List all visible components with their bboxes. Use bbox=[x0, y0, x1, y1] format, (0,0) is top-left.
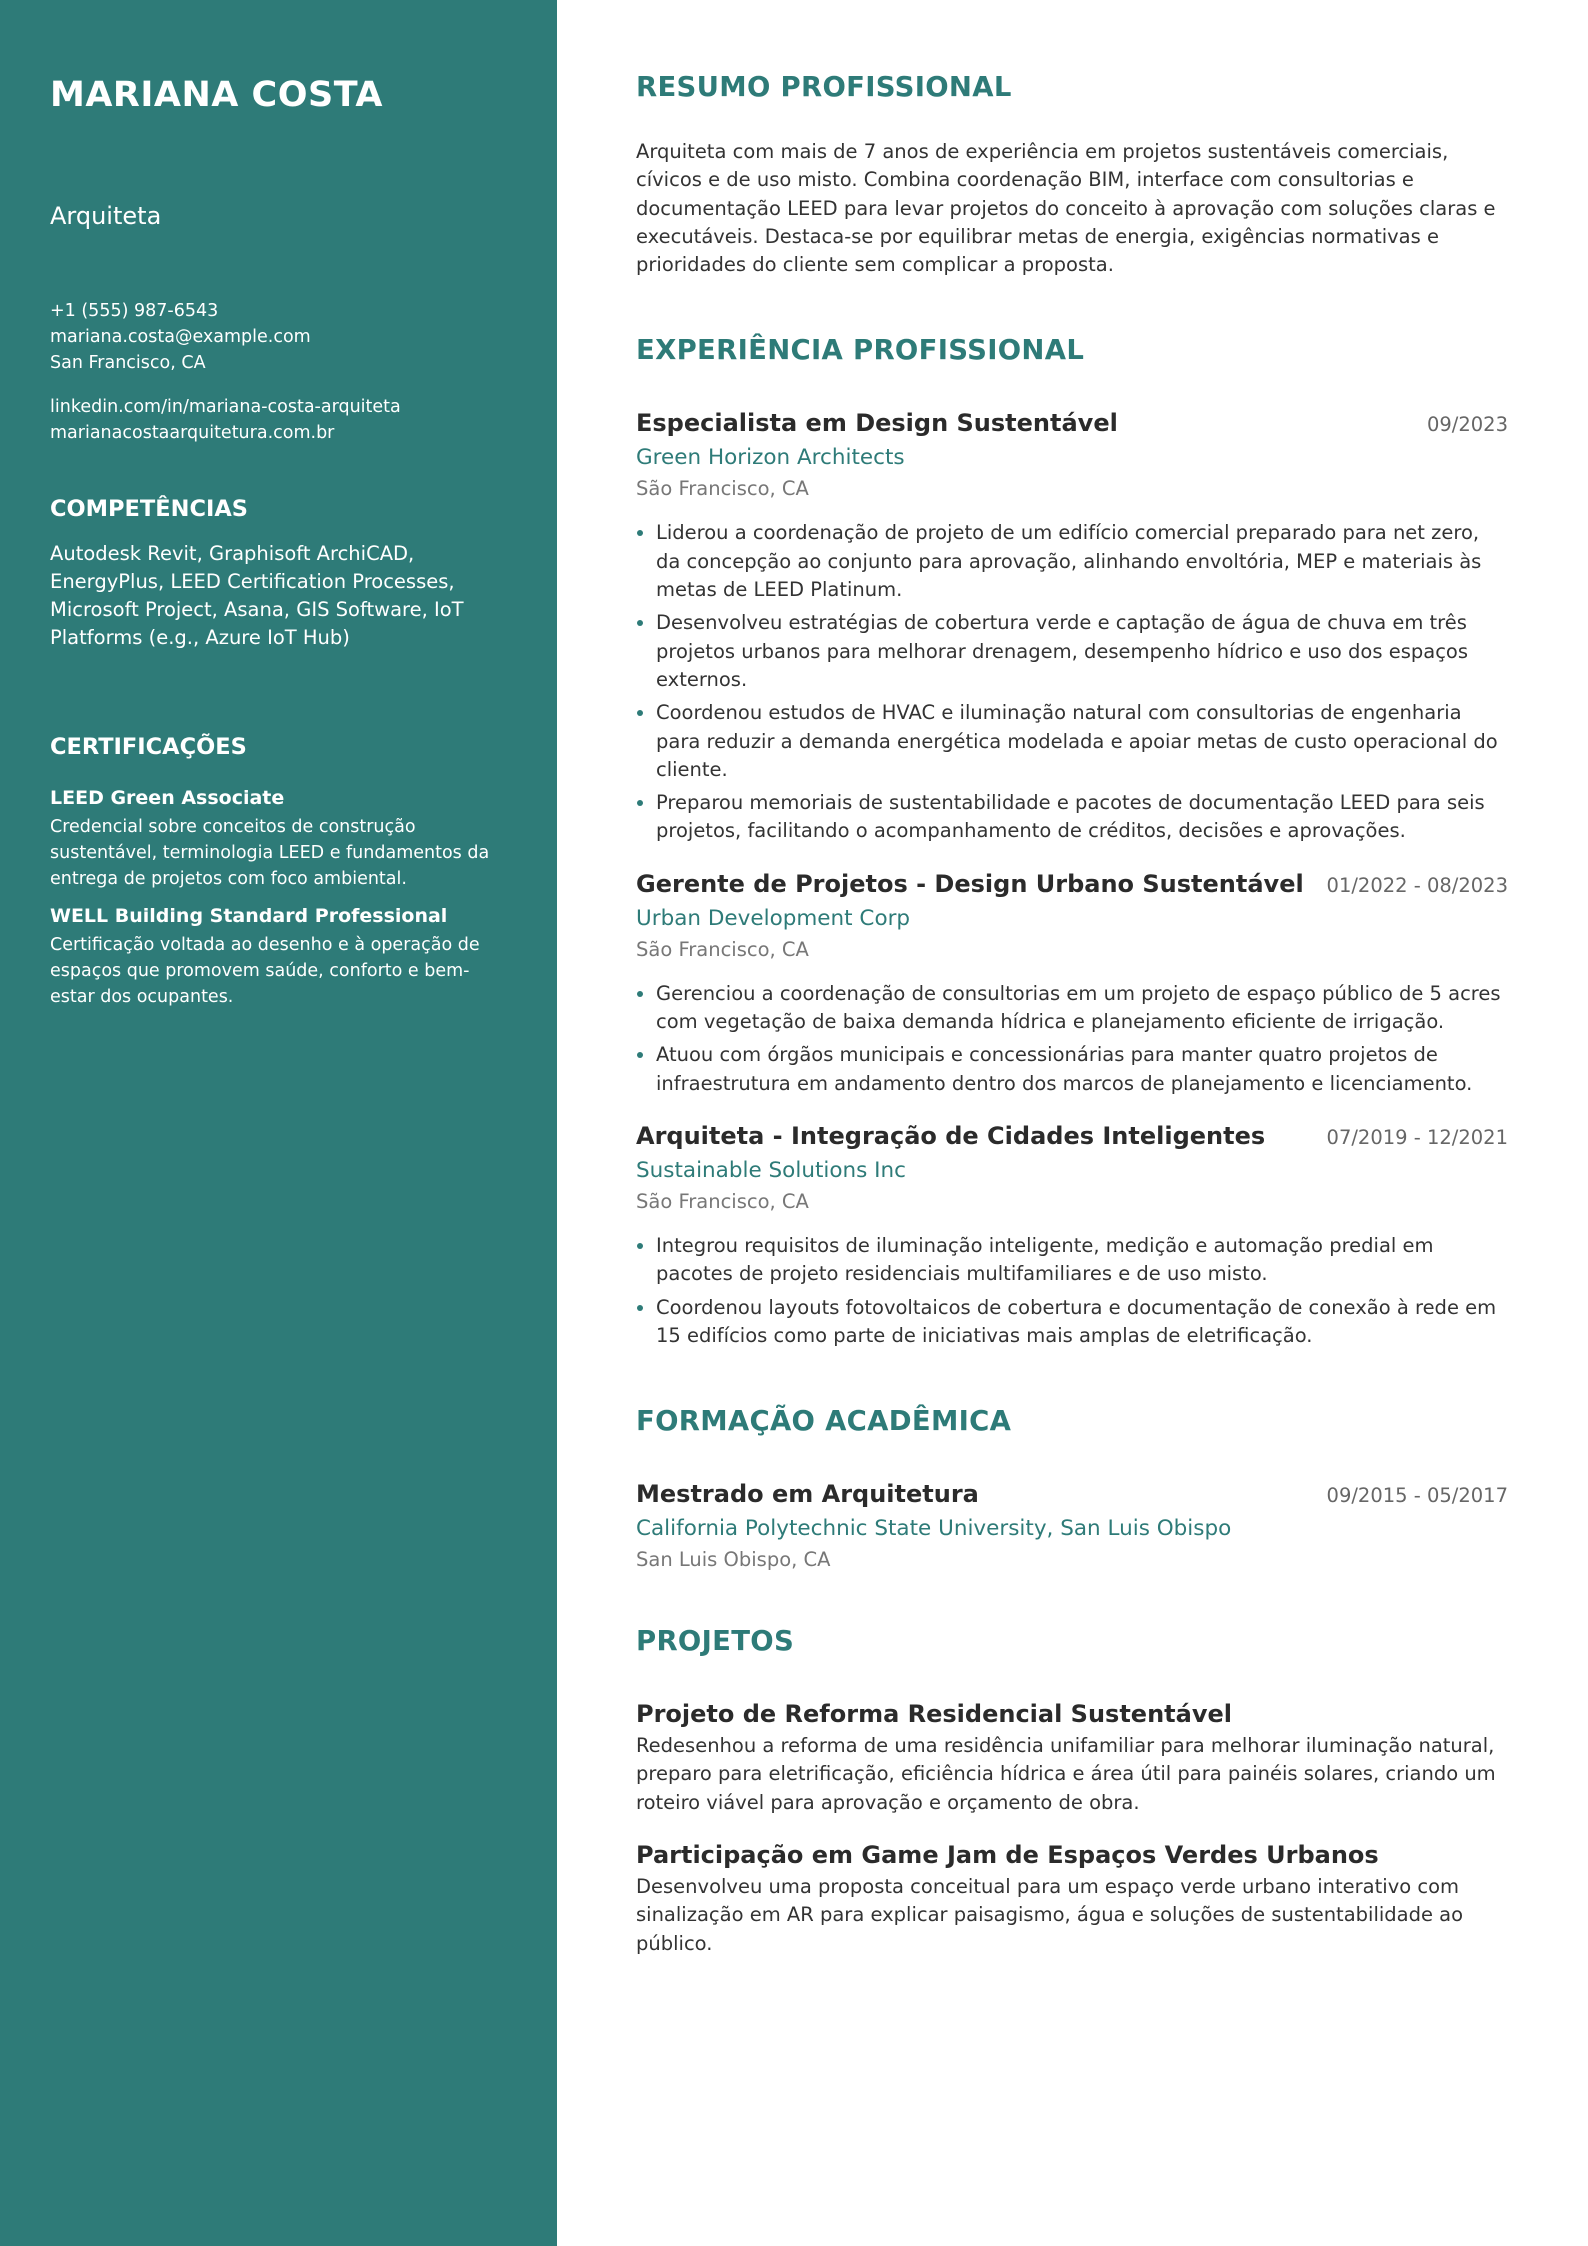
job-date: 01/2022 - 08/2023 bbox=[1326, 873, 1508, 897]
degree-title: Mestrado em Arquitetura bbox=[636, 1480, 979, 1509]
location-text: San Francisco, CA bbox=[50, 353, 206, 373]
bullet-item: Integrou requisitos de iluminação inteligente, medição e automação predial em pacotes de projeto residenciais multifamiliares e de uso misto. bbox=[636, 1232, 1508, 1289]
website-link[interactable]: marianacostaarquitetura.com.br bbox=[50, 423, 335, 443]
project-entry bbox=[636, 1698, 1508, 1817]
skills-text: Autodesk Revit, Graphisoft ArchiCAD, EnergyPlus, LEED Certification Processes, Microsoft Project, Asana, GIS Software, IoT Platforms (e.g., Azure IoT Hub) bbox=[50, 542, 464, 649]
email-text: mariana.costa@example.com bbox=[50, 327, 311, 347]
projects-heading: PROJETOS bbox=[636, 1625, 795, 1658]
bullet-item: Gerenciou a coordenação de consultorias em um projeto de espaço público de 5 acres com vegetação de baixa demanda hídrica e planejamento eficiente de irrigação. bbox=[636, 980, 1508, 1037]
project-title: Projeto de Reforma Residencial Sustentável bbox=[636, 1700, 1232, 1729]
certification-description: Credencial sobre conceitos de construção sustentável, terminologia LEED e fundamentos da entrega de projetos com foco ambiental. bbox=[50, 817, 490, 889]
project-entry bbox=[636, 1839, 1508, 1958]
bullet-item: Atuou com órgãos municipais e concessionárias para manter quatro projetos de infraestrutura em andamento dentro dos marcos de planejamento e licenciamento. bbox=[636, 1041, 1508, 1098]
job-title: Gerente de Projetos - Design Urbano Sustentável bbox=[636, 869, 1304, 898]
bullet-item: Coordenou estudos de HVAC e iluminação natural com consultorias de engenharia para reduzir a demanda energética modelada e apoiar metas de custo operacional do cliente. bbox=[636, 699, 1508, 784]
education-entry bbox=[636, 1478, 1508, 1574]
school-name: California Polytechnic State University, San Luis Obispo bbox=[636, 1516, 1232, 1542]
phone-text: +1 (555) 987-6543 bbox=[50, 301, 219, 321]
job-entry bbox=[636, 1120, 1508, 1350]
job-entry bbox=[636, 407, 1508, 845]
job-entry bbox=[636, 868, 1508, 1098]
job-title: Arquiteta - Integração de Cidades Inteligentes bbox=[636, 1121, 1266, 1150]
company-name: Urban Development Corp bbox=[636, 905, 911, 931]
certification-name: LEED Green Associate bbox=[50, 787, 285, 809]
job-location: São Francisco, CA bbox=[636, 937, 809, 961]
bullet-item: Desenvolveu estratégias de cobertura verde e captação de água de chuva em três projetos urbanos para melhorar drenagem, desempenho hídrico e uso dos espaços externos. bbox=[636, 609, 1508, 694]
project-description: Desenvolveu uma proposta conceitual para um espaço verde urbano interativo com sinalização em AR para explicar paisagismo, água e soluções de sustentabilidade ao público. bbox=[636, 1875, 1464, 1955]
project-description: Redesenhou a reforma de uma residência unifamiliar para melhorar iluminação natural, preparo para eletrificação, eficiência hídrica e área útil para painéis solares, criando um roteiro viável para aprovação e orçamento de obra. bbox=[636, 1734, 1496, 1814]
project-title: Participação em Game Jam de Espaços Verdes Urbanos bbox=[636, 1841, 1379, 1870]
school-location: San Luis Obispo, CA bbox=[636, 1548, 831, 1572]
job-bullets bbox=[636, 519, 1508, 845]
education-date: 09/2015 - 05/2017 bbox=[1326, 1484, 1508, 1508]
bullet-item: Preparou memoriais de sustentabilidade e pacotes de documentação LEED para seis projetos, facilitando o acompanhamento de créditos, decisões e aprovações. bbox=[636, 789, 1508, 846]
candidate-role: Arquiteta bbox=[50, 202, 162, 230]
job-location: São Francisco, CA bbox=[636, 477, 809, 501]
job-title: Especialista em Design Sustentável bbox=[636, 409, 1118, 438]
education-heading: FORMAÇÃO ACADÊMICA bbox=[636, 1405, 1012, 1438]
main-content bbox=[636, 68, 1508, 1958]
job-location: São Francisco, CA bbox=[636, 1189, 809, 1213]
links-block bbox=[50, 394, 507, 446]
candidate-name: MARIANA COSTA bbox=[50, 75, 383, 115]
linkedin-link[interactable]: linkedin.com/in/mariana-costa-arquiteta bbox=[50, 397, 401, 417]
job-bullets bbox=[636, 980, 1508, 1098]
certification-item bbox=[50, 784, 507, 892]
job-date: 09/2023 bbox=[1426, 413, 1508, 437]
bullet-item: Liderou a coordenação de projeto de um edifício comercial preparado para net zero, da concepção ao conjunto para aprovação, alinhando envoltória, MEP e materiais às metas de LEED Platinum. bbox=[636, 519, 1508, 604]
company-name: Green Horizon Architects bbox=[636, 445, 905, 471]
certification-item bbox=[50, 902, 507, 1010]
bullet-item: Coordenou layouts fotovoltaicos de cobertura e documentação de conexão à rede em 15 edifícios como parte de iniciativas mais amplas de eletrificação. bbox=[636, 1294, 1508, 1351]
experience-heading: EXPERIÊNCIA PROFISSIONAL bbox=[636, 334, 1085, 367]
company-name: Sustainable Solutions Inc bbox=[636, 1157, 906, 1183]
job-bullets bbox=[636, 1232, 1508, 1350]
certification-description: Certificação voltada ao desenho e à operação de espaços que promovem saúde, conforto e bem-estar dos ocupantes. bbox=[50, 935, 480, 1007]
sidebar bbox=[0, 0, 557, 2246]
job-date: 07/2019 - 12/2021 bbox=[1326, 1125, 1508, 1149]
skills-heading: COMPETÊNCIAS bbox=[50, 496, 248, 522]
certification-name: WELL Building Standard Professional bbox=[50, 905, 448, 927]
summary-heading: RESUMO PROFISSIONAL bbox=[636, 71, 1012, 103]
certifications-heading: CERTIFICAÇÕES bbox=[50, 734, 247, 760]
contact-block bbox=[50, 298, 507, 376]
summary-text: Arquiteta com mais de 7 anos de experiência em projetos sustentáveis comerciais, cívicos e de uso misto. Combina coordenação BIM, interface com consultorias e documentação LEED para levar projetos do conceito à aprovação com soluções claras e executáveis. Destaca-se por equilibrar metas de energia, exigências normativas e prioridades do cliente sem complicar a proposta. bbox=[636, 140, 1496, 277]
